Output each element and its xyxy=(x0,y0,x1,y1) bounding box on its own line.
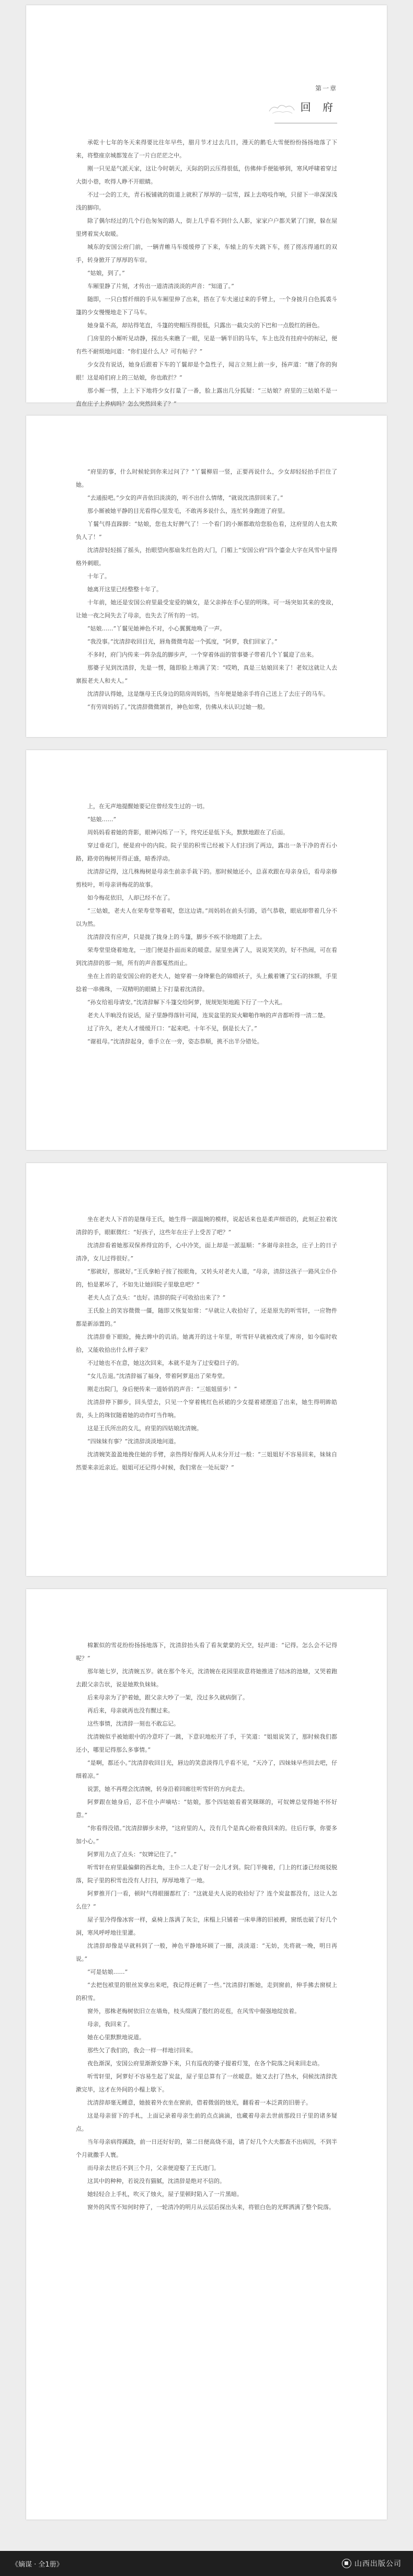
paragraph: 城东的安国公府门前，一辆青帷马车缓缓停了下来，车辕上的车夫跳下车，搓了搓冻得通红的双手，转身掀开了厚厚的车帘。 xyxy=(76,244,337,263)
paragraph: “你看得没错。”沈清辞脚步未停，“这府里的人，没有几个是真心盼着我回来的。往后行事，你要多加小心。” xyxy=(76,1825,337,1845)
chapter-number: 第一章 xyxy=(315,85,337,92)
paragraph: 棉絮似的雪花纷纷扬扬地落下，沈清辞抬头看了看灰蒙蒙的天空，轻声道：“记得。怎么会不记得呢？” xyxy=(76,1642,337,1662)
paragraph: 她轻轻合上手札，吹灭了烛火，屋子里顿时陷入了一片黑暗。 xyxy=(87,2191,243,2198)
paragraph: 坐在上首的是安国公府的老夫人，她穿着一身绛紫色的锦缎袄子，头上戴着镶了宝石的抹额，手里捻着一串佛珠，一双精明的眼睛上下打量着沈清辞。 xyxy=(76,973,337,993)
paragraph: “我没事。”沈清辞收回目光，唇角微微弯起一个弧度，“阿萝，我们回家了。” xyxy=(87,638,278,645)
reader-footer-bar xyxy=(0,2551,413,2576)
paragraph: 上，在无声地提醒她要记住曾经发生过的一切。 xyxy=(87,803,208,810)
book-title[interactable]: 《嫡谋 · 全1册》 xyxy=(12,2560,63,2569)
paragraph: 听雪轩里，阿萝好不容易生起了炭盆，屋子里总算有了一丝暖意。她又去打了热水，伺候沈清辞洗漱完毕，这才在外间的小榻上歇下。 xyxy=(76,2073,337,2093)
paragraph: 这是母亲留下的手札，上面记录着母亲生前的点点滴滴，也藏着母亲去世前那段日子里的诸多疑点。 xyxy=(76,2112,337,2132)
paragraph: 十年前，她还是安国公府里最受宠爱的嫡女，是父亲捧在手心里的明珠。可一场突如其来的变故，让她一夜之间失去了母亲，也失去了所有的一切。 xyxy=(76,599,337,619)
paragraph: 那小厮被她平静的目光看得心里发毛，不敢再多说什么，连忙转身跑进了府里。 xyxy=(87,508,289,514)
page-body-3 xyxy=(26,750,387,1048)
page-body-5 xyxy=(26,1589,387,2214)
paragraph: 说罢，她不再理会沈清婉，转身沿着回廊往听雪轩的方向走去。 xyxy=(87,1786,248,1792)
paragraph: 沈清辞轻轻摇了摇头，抬眼望向那扇朱红色的大门，门楣上“安国公府”四个鎏金大字在风雪中显得格外刺眼。 xyxy=(76,547,337,567)
paragraph: “女儿告退。”沈清辞福了福身，带着阿萝退出了荣寿堂。 xyxy=(87,1373,228,1379)
publisher-brand[interactable] xyxy=(342,2558,401,2569)
paragraph: 不过一会的工夫，青石板铺就的街道上就积了厚厚的一层雪，踩上去咯吱作响，只留下一串深深浅浅的脚印。 xyxy=(76,191,337,211)
paragraph: 过了许久，老夫人才缓缓开口：“起来吧。十年不见，倒是长大了。” xyxy=(87,1025,257,1032)
paragraph: 这是王氏所出的女儿，府里的四姑娘沈清婉。 xyxy=(87,1425,202,1432)
paragraph: 刚走出院门，身后便传来一道娇俏的声音：“三姐姐留步！” xyxy=(87,1386,237,1393)
paragraph: 那婆子见到沈清辞，先是一愣，随即脸上堆满了笑：“哎哟，真是三姑娘回来了！老奴这就让人去禀报老夫人和夫人。” xyxy=(76,664,337,684)
paragraph: 当年母亲病得蹊跷，前一日还好好的，第二日便高烧不退，请了好几个大夫都查不出病因，不到半个月就撒手人寰。 xyxy=(76,2138,337,2158)
page-body-4 xyxy=(26,1163,387,1474)
paragraph: “姑娘……” xyxy=(87,816,117,823)
page-body-1 xyxy=(26,136,387,410)
paragraph: 王氏脸上的笑容微微一僵，随即又恢复如常：“早就让人收拾好了，还是原先的听雪轩，一应物件都是新添置的。” xyxy=(76,1307,337,1327)
paragraph: “三姑娘，老夫人在荣寿堂等着呢，您这边请。”周妈妈在前头引路，语气恭敬，眼底却带着几分不以为然。 xyxy=(76,907,337,927)
paragraph: 沈清辞却像是早就料到了一般，神色平静地环顾了一圈，淡淡道：“无妨，先将就一晚，明日再说。” xyxy=(76,1942,337,1962)
paragraph: 沈清辞停下脚步，回头望去，只见一个穿着桃红色袄裙的少女提着裙摆追了出来，她生得明眸皓齿，头上的珠钗随着她的动作叮当作响。 xyxy=(76,1399,337,1419)
paragraph: 后来母亲为了护着她，跟父亲大吵了一架，没过多久就病倒了。 xyxy=(87,1694,248,1701)
paragraph: 刚一只见是气派天家，这让今时朝天，天际的阴云压得很低，仿佛伸手便能够到，寒风呼啸着穿过大街小巷，吹得人睁不开眼睛。 xyxy=(76,165,337,185)
paragraph: “孙女给祖母请安。”沈清辞解下斗篷交给阿萝，规规矩矩地跪下行了一个大礼。 xyxy=(87,999,286,1006)
book-page-4 xyxy=(26,1163,387,1576)
paragraph: 沈清辞却毫无睡意，她披着外衣坐在窗前，借着微弱的烛光，翻看着一本泛黄的旧册子。 xyxy=(87,2099,312,2106)
paragraph: 屋子里冷得像冰窖一样，桌椅上落满了灰尘，床榻上只铺着一床单薄的旧被褥，窗纸也破了好几个洞，寒风呼呼地往里灌。 xyxy=(76,1916,337,1936)
paragraph: “去把包袱里的银丝炭拿出来吧，我记得还剩了一些。”沈清辞打断她，走到窗前，伸手拂去窗棂上的积雪。 xyxy=(76,1982,337,2002)
paragraph: “是啊，都还小。”沈清辞收回目光，唇边的笑意淡得几乎看不见，“天冷了，四妹妹早些回去吧，仔细着凉。” xyxy=(76,1760,337,1779)
paragraph: 她在心里默默地说道。 xyxy=(87,2034,145,2041)
chapter-title-text: 回 府 xyxy=(300,101,337,113)
paragraph: 荣寿堂里烧着地龙，一进门便是扑面而来的暖意。屋里坐满了人，说说笑笑的，好不热闹，可在看到沈清辞的那一刻，所有的声音都戛然而止。 xyxy=(76,947,337,967)
paragraph: “有劳周妈妈了。”沈清辞微微颔首，神色如常，仿佛从未认识过她一般。 xyxy=(87,704,269,710)
chapter-heading xyxy=(26,5,387,136)
chapter-title xyxy=(26,99,337,116)
paragraph: 周妈妈看着她的背影，眼神闪烁了一下，终究还是低下头，默默地跟在了后面。 xyxy=(87,829,289,836)
paragraph: 夜色渐深，安国公府里渐渐安静下来，只有巡夜的婆子提着灯笼，在各个院落之间来回走动。 xyxy=(87,2060,323,2067)
book-page-3 xyxy=(26,750,387,1150)
paragraph: 十年了。 xyxy=(87,573,110,580)
paragraph: 沈清婉笑盈盈地挽住她的手臂，亲热得好像两人从未分开过一般：“三姐姐好不容易回来，妹妹自然要来亲近亲近。姐姐可还记得小时候，我们常在一处玩耍？” xyxy=(76,1451,337,1471)
page-body-2 xyxy=(26,416,387,714)
paragraph: 阿萝推开门一看，顿时气得眼圈都红了：“这就是夫人说的收拾好了？连个炭盆都没有，这让人怎么住？” xyxy=(76,1890,337,1910)
paragraph: 这其中的种种，若说没有猫腻，沈清辞是绝对不信的。 xyxy=(87,2178,225,2184)
paragraph: 老夫人点了点头：“也好。清辞的院子可收拾出来了？” xyxy=(87,1294,226,1301)
paragraph: 穿过垂花门，便是府中的内院。院子里的积雪已经被下人们扫到了两边，露出一条干净的青石小路，路旁的梅树开得正盛，暗香浮动。 xyxy=(76,842,337,862)
paragraph: 阿萝跟在她身后，忍不住小声嘀咕：“姑娘，那个四姑娘看着笑眯眯的，可奴婢总觉得她不怀好意。” xyxy=(76,1799,337,1819)
paragraph: 那年她七岁，沈清婉五岁。就在那个冬天，沈清婉在花园里故意将她推进了结冰的池塘，又哭着跑去跟父亲告状，说是她欺负妹妹。 xyxy=(76,1668,337,1688)
paragraph: 随即，一只白皙纤细的手从车厢里伸了出来，搭在了车夫递过来的手臂上，一个身披月白色狐裘斗篷的少女慢慢地走下了马车。 xyxy=(76,296,337,316)
paragraph: 她身量不高，却站得笔直，斗篷的兜帽压得很低，只露出一截尖尖的下巴和一点殷红的唇色。 xyxy=(87,322,323,329)
seal-icon xyxy=(342,2559,351,2568)
paragraph: “姑娘，到了。” xyxy=(87,270,125,277)
paragraph: “可是姑娘……” xyxy=(87,1969,128,1975)
paragraph: 那小厮一愣，上上下下地将少女打量了一番，脸上露出几分狐疑：“三姑娘？府里的三姑娘不是一直在庄子上养病吗？怎么突然回来了？” xyxy=(76,387,337,407)
paragraph: 承乾十七年的冬天来得要比往年早些，腊月节才过去几日，漫天的鹅毛大雪便纷纷扬扬地落了下来，将整座京城都笼在了一片白茫茫之中。 xyxy=(76,139,337,159)
paragraph: 沈清辞认得她，这是继母王氏身边的陪房周妈妈，当年便是她亲手将自己送上了去庄子的马车。 xyxy=(87,691,329,697)
paragraph: 车厢里静了片刻，才传出一道清清淡淡的声音：“知道了。” xyxy=(87,283,234,290)
paragraph: 少女没有说话，她身后跟着下车的丫鬟却是个急性子，闻言立刻上前一步，扬声道：“瞎了你的狗眼！这是咱们府上的三姑娘，你也敢拦？” xyxy=(76,361,337,381)
paragraph: “去通报吧。”少女的声音依旧淡淡的，听不出什么情绪，“就说沈清辞回来了。” xyxy=(87,494,283,501)
paragraph: 如今梅花依旧，人却已经不在了。 xyxy=(87,894,174,901)
paragraph: 窗外，那株老梅树依旧立在墙角，枝头缀满了殷红的花苞，在风雪中倔强地绽放着。 xyxy=(87,2008,300,2015)
paragraph: 她离开这里已经整整十年了。 xyxy=(87,586,162,593)
paragraph: “谢祖母。”沈清辞起身，垂手立在一旁，姿态恭顺，挑不出半分错处。 xyxy=(87,1038,263,1045)
paragraph: “府里的事，什么时候轮到你来过问了？”丫鬟柳眉一竖，正要再说什么，少女却轻轻抬手拦住了她。 xyxy=(76,468,337,488)
book-page-2 xyxy=(26,416,387,737)
paragraph: 门房里的小厮听见动静，探出头来瞧了一眼，见是一辆半旧的马车，车上也没有挂府中的标记，便有些不耐烦地问道：“你们是什么人？可有帖子？” xyxy=(76,335,337,355)
paragraph: 那些欠了我们的，我会一样一样地讨回来。 xyxy=(87,2047,197,2054)
paragraph: “四妹妹有事？”沈清辞淡淡地问道。 xyxy=(87,1438,180,1445)
paragraph: 坐在老夫人下首的是继母王氏，她生得一副温婉的模样，说起话来也是柔声细语的，此刻正拉着沈清辞的手，眼眶微红：“好孩子，这些年在庄子上受苦了吧？” xyxy=(76,1216,337,1236)
paragraph: 沈清辞没有应声，只是拢了拢身上的斗篷，脚步不疾不徐地跟了上去。 xyxy=(87,934,266,940)
paragraph: 沈清辞记得，这几株梅树是母亲生前亲手栽下的。那时候她还小，总喜欢跟在母亲身后，看母亲修剪枝叶，听母亲讲梅花的故事。 xyxy=(76,868,337,888)
paragraph: 丫鬟气得直跺脚：“姑娘，您也太好脾气了！一个看门的小厮都敢给您脸色看，这府里的人也太欺负人了！” xyxy=(76,521,337,540)
paragraph: 这些事情，沈清辞一刻也不敢忘记。 xyxy=(87,1720,179,1727)
paragraph: 再后来，母亲就再也没有醒过来。 xyxy=(87,1707,174,1714)
paragraph: 不多时，府门内传来一阵杂乱的脚步声，一个穿着体面的管事婆子带着几个丫鬟迎了出来。 xyxy=(87,651,317,658)
book-page-1 xyxy=(26,5,387,407)
paragraph: 而母亲去世后不到三个月，父亲便迎娶了王氏进门。 xyxy=(87,2165,220,2171)
paragraph: 沈清婉似乎被她眼中的冷意吓了一跳，下意识地松开了手，干笑道：“姐姐说笑了，那时候我们都还小，哪里记得那么多事情。” xyxy=(76,1733,337,1753)
paragraph: 阿萝用力点了点头：“奴婢记住了。” xyxy=(87,1851,177,1858)
paragraph: 母亲，我回来了。 xyxy=(87,2021,133,2028)
paragraph: “姑娘……”丫鬟见她神色不对，小心翼翼地唤了一声。 xyxy=(87,625,226,632)
book-page-5 xyxy=(26,1589,387,2520)
cloud-ornament-icon xyxy=(267,101,296,116)
paragraph: 沈清辞看着她那双保养得宜的手，心中冷笑，面上却是一派温顺：“多谢母亲挂念，庄子上的日子清净，女儿过得很好。” xyxy=(76,1242,337,1262)
paragraph: 不过她也不在意，她这次回来，本就不是为了过安稳日子的。 xyxy=(87,1360,243,1366)
paragraph: 沈清辞垂下眼睑，掩去眸中的讥诮。她离开的这十年里，听雪轩早就被改成了库房，如今临时收拾，又能收拾出什么样子来？ xyxy=(76,1333,337,1353)
paragraph: 除了偶尔经过的几个行色匆匆的路人，街上几乎看不到什么人影，家家户户都关紧了门窗，躲在屋里烤着炭火取暖。 xyxy=(76,217,337,237)
paragraph: 窗外的风雪不知何时停了，一轮清冷的明月从云层后探出头来，将银白色的光辉洒满了整个院落。 xyxy=(87,2204,335,2211)
publisher-name: 山西出版公司 xyxy=(354,2560,401,2568)
paragraph: 听雪轩在府里最偏僻的西北角，主仆二人走了好一会儿才到。院门半掩着，门上的红漆已经斑驳脱落，院子里的积雪也没有人打扫，厚厚地堆了一地。 xyxy=(76,1864,337,1884)
paragraph: 老夫人半晌没有说话，屋子里静得落针可闻，连炭盆里的炭火噼啪作响的声音都听得一清二楚。 xyxy=(87,1012,329,1019)
paragraph: “那就好，那就好。”王氏拿帕子按了按眼角，又转头对老夫人道，“母亲，清辞这孩子一路风尘仆仆的，怕是累坏了，不如先让她回院子里歇息吧？” xyxy=(76,1268,337,1288)
